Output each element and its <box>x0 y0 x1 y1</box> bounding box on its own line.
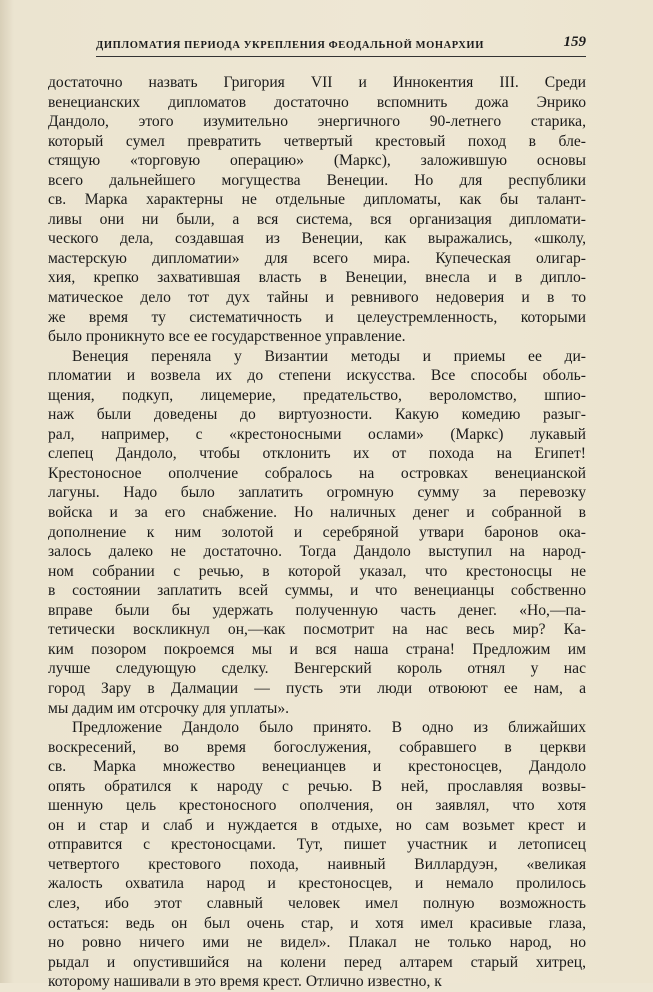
text-line: жалость охватила народ и крестоносцев, и немало пролилось <box>48 875 586 893</box>
text-line: ческого дела, создавшая из Венеции, как выражались, «школу, <box>48 230 586 248</box>
running-head: ДИПЛОМАТИЯ ПЕРИОДА УКРЕПЛЕНИЯ ФЕОДАЛЬНОЙ МОНАРХИИ <box>96 40 484 51</box>
text-line: город Зару в Далмации — пусть эти люди отвоюют ее нам, а <box>48 679 586 697</box>
text-line: св. Марка множество венецианцев и крестоносцев, Дандоло <box>48 758 586 776</box>
text-line: залось далеко не достаточно. Тогда Дандоло выступил на народ- <box>48 543 586 561</box>
text-line: Предложение Дандоло было принято. В одно из ближайших <box>72 719 586 737</box>
text-line: четвертого крестового похода, наивный Виллардуэн, «великая <box>48 855 586 873</box>
text-line: шенную цель крестоносного ополчения, он заявлял, что хотя <box>48 797 586 815</box>
text-line: мастерскую дипломатии» для всего мира. Купеческая олигар- <box>48 249 586 267</box>
text-line: ким позором покроемся мы и вся наша страна! Предложим им <box>48 640 586 658</box>
text-line: Дандоло, этого изумительно энергичного 90-летнего старика, <box>48 113 586 131</box>
text-line: мы дадим им отсрочку для уплаты». <box>48 699 290 717</box>
text-line: достаточно назвать Григория VII и Иннокентия III. Среди <box>48 74 586 91</box>
text-line: в состоянии заплатить всей суммы, и что венецианцы собственно <box>48 582 586 600</box>
text-line: ливы они ни были, а вся система, вся организация дипломати- <box>48 210 586 228</box>
text-line: которому нашивали в это время крест. Отлично известно, к <box>48 973 442 991</box>
text-line: было проникнуто все ее государственное управление. <box>48 328 406 346</box>
paragraph <box>48 718 586 992</box>
text-line: хия, крепко захватившая власть в Венеции, внесла и в дипло- <box>48 269 586 287</box>
text-line: отправится с крестоносцами. Тут, пишет участник и летописец <box>48 836 586 854</box>
text-line: щения, подкуп, лицемерие, предательство, вероломство, шпио- <box>48 386 586 404</box>
text-line: стящую «торговую операцию» (Маркс), заложившую основы <box>48 152 586 170</box>
text-line: но ровно ничего ими не видел». Плакал не только народ, но <box>48 934 586 952</box>
text-line: вправе были бы удержать полученную часть денег. «Но,—па- <box>48 601 586 619</box>
paragraph <box>48 347 586 718</box>
text-line: он и стар и слаб и нуждается в отдыхе, но сам возьмет крест и <box>48 816 586 834</box>
text-line: рал, например, с «крестоносными ослами» (Маркс) лукавый <box>48 425 586 443</box>
text-line: тетически воскликнул он,—как посмотрит на нас весь мир? Ка- <box>48 621 586 639</box>
text-line: который сумел превратить четвертый крестовый поход в бле- <box>48 132 586 150</box>
text-line: Венеция переняла у Византии методы и приемы ее ди- <box>72 347 586 365</box>
paragraph <box>48 73 586 347</box>
text-line: опять обратился к народу с речью. В ней, прославляя возвы- <box>48 777 586 795</box>
text-line: воскресений, во время богослужения, собравшего в церкви <box>48 738 586 756</box>
text-line: пломатии и возвела их до степени искусства. Все способы оболь- <box>48 367 586 385</box>
page-header <box>96 34 586 57</box>
text-line: лучше следующую сделку. Венгерский король отнял у нас <box>48 660 586 678</box>
text-line: всего дальнейшего могущества Венеции. Но для республики <box>48 171 586 189</box>
text-line: же время ту систематичность и целеустремленность, которыми <box>48 308 586 326</box>
text-line: войска и за его снабжение. Но наличных денег и собранной в <box>48 504 586 522</box>
text-line: лагуны. Надо было заплатить огромную сумму за перевозку <box>48 484 586 502</box>
text-line: матическое дело тот дух тайны и ревнивого недоверия и в то <box>48 289 586 307</box>
text-line: св. Марка характерны не отдельные дипломаты, как бы талант- <box>48 191 586 209</box>
page-number: 159 <box>563 34 586 50</box>
text-line: рыдал и опустившийся на колени перед алтарем старый хитрец, <box>48 953 586 971</box>
text-line: ном собрании с речью, в которой указал, что крестоносцы не <box>48 562 586 580</box>
text-line: слепец Дандоло, чтобы отклонить их от похода на Египет! <box>48 445 586 463</box>
text-line: остаться: ведь он был очень стар, и хотя имел красивые глаза, <box>48 914 586 932</box>
body-text <box>48 73 586 992</box>
text-line: дополнение к ним золотой и серебряной утвари баронов ока- <box>48 523 586 541</box>
text-line: слез, ибо этот славный человек имел полную возможность <box>48 894 586 912</box>
text-line: наж были доведены до виртуозности. Какую комедию разыг- <box>48 406 586 424</box>
text-line: венецианских дипломатов достаточно вспомнить дожа Энрико <box>48 93 586 111</box>
text-line: Крестоносное ополчение собралось на островках венецианской <box>48 464 586 482</box>
